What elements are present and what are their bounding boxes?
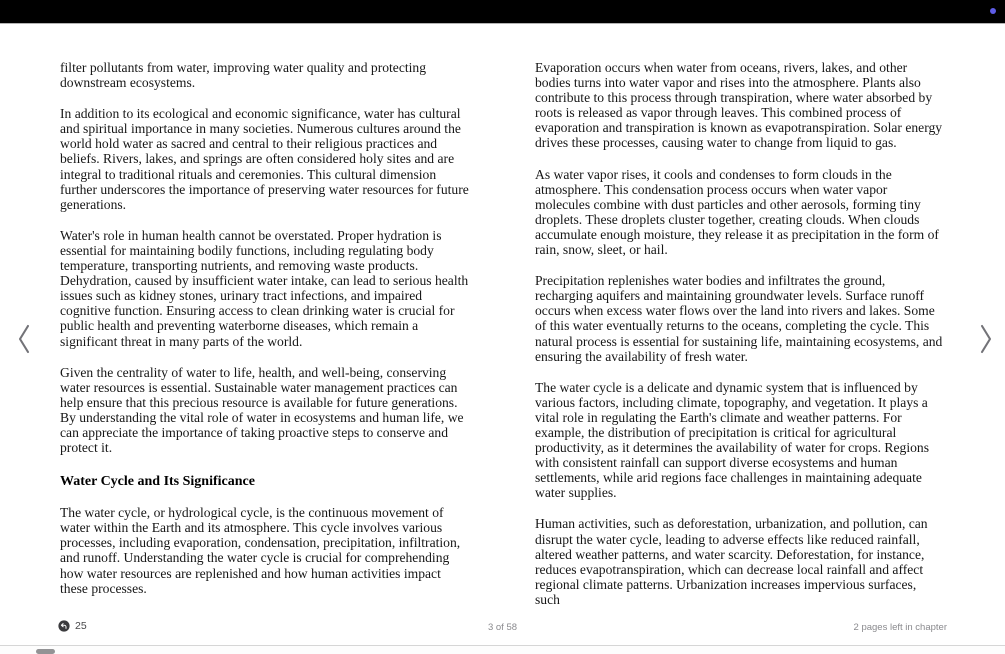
paragraph: Precipitation replenishes water bodies and infiltrates the ground, recharging aquifers and maintaining groundwater levels. Surface runoff occurs when excess water flows over the land into rivers and lakes. Some of this water eventually returns to the oceans, completing the cycle. This natural process is essential for sustaining life, maintaining ecosystems, and ensuring the availability of fresh water. — [535, 273, 943, 364]
reader-footer — [0, 618, 1005, 638]
paragraph: Given the centrality of water to life, health, and well-being, conserving water resources is essential. Sustainable water management practices can help ensure that this precious resource is available for future generations. By understanding the vital role of water in ecosystems and human life, we can appreciate the importance of taking proactive steps to conserve and protect it. — [60, 364, 464, 456]
paragraph: The water cycle is a delicate and dynamic system that is influenced by various factors, including climate, topography, and vegetation. It plays a vital role in regulating the Earth's climate and weather patterns. For example, the distribution of precipitation is critical for agricultural productivity, as it determines the availability of water for crops. Regions with consistent rainfall can support diverse ecosystems and human settlements, while arid regions face challenges in maintaining adequate water supplies. — [535, 379, 929, 501]
book-page-right — [535, 60, 944, 623]
section-heading: Water Cycle and Its Significance — [60, 474, 255, 490]
paragraph: Human activities, such as deforestation, urbanization, and pollution, can disrupt the water cycle, leading to adverse effects like reduced rainfall, altered weather patterns, and water scarcity. Deforestation, for instance, reduces evapotranspiration, which can decrease local rainfall and affect regional climate patterns. Urbanization increases impervious surfaces, such — [535, 516, 928, 607]
paragraph: The water cycle, or hydrological cycle, is the continuous movement of water within the Earth and its atmosphere. This cycle involves various processes, including evaporation, condensation, precipitation, infiltration, and runoff. Understanding the water cycle is crucial for comprehending how water resources are replenished and how human activities impact these processes. — [60, 505, 461, 596]
paragraph: Water's role in human health cannot be overstated. Proper hydration is essential for maintaining bodily functions, including regulating body temperature, transporting nutrients, and removing waste products. Dehydration, caused by insufficient water intake, can lead to serious health issues such as kidney stones, urinary tract infections, and impaired cognitive function. Ensuring access to clean drinking water is crucial for public health and preventing waterborne diseases, which remain a significant threat in many parts of the world. — [60, 227, 469, 349]
back-page-number: 25 — [75, 620, 87, 632]
reading-progress: 3 of 58 — [487, 622, 518, 633]
chevron-left-icon — [16, 323, 31, 355]
paragraph: As water vapor rises, it cools and condenses to form clouds in the atmosphere. This condensation process occurs when water vapor molecules combine with dust particles and other aerosols, forming tiny droplets. These droplets cluster together, creating clouds. When clouds accumulate enough moisture, they release it as precipitation in the form of rain, snow, sleet, or hail. — [535, 166, 939, 258]
titlebar — [0, 0, 1005, 24]
scrollbar-thumb[interactable] — [36, 649, 55, 654]
next-page-button[interactable] — [975, 320, 997, 358]
book-page-left — [60, 60, 470, 612]
paragraph: In addition to its ecological and economic significance, water has cultural and spiritual importance in many societies. Numerous cultures around the world hold water as sacred and central to their religious practices and beliefs. Rivers, lakes, and springs are often considered holy sites and are integral to traditional rituals and ceremonies. This cultural dimension further underscores the importance of preserving water resources for future generations. — [60, 106, 469, 212]
chapter-pages-remaining: 2 pages left in chapter — [853, 622, 947, 633]
paragraph: Evaporation occurs when water from oceans, rivers, lakes, and other bodies turns into water vapor and rises into the atmosphere. Plants also contribute to this process through transpiration, where water absorbed by roots is released as vapor through leaves. This combined process of evaporation and transpiration is known as evapotranspiration. Solar energy drives these processes, causing water to change from liquid to gas. — [535, 60, 943, 151]
paragraph: filter pollutants from water, improving water quality and protecting downstream ecosystems. — [60, 60, 427, 91]
status-indicator-dot — [990, 8, 996, 14]
chevron-right-icon — [979, 323, 994, 355]
horizontal-scrollbar[interactable] — [0, 645, 1005, 654]
previous-page-button[interactable] — [12, 320, 34, 358]
